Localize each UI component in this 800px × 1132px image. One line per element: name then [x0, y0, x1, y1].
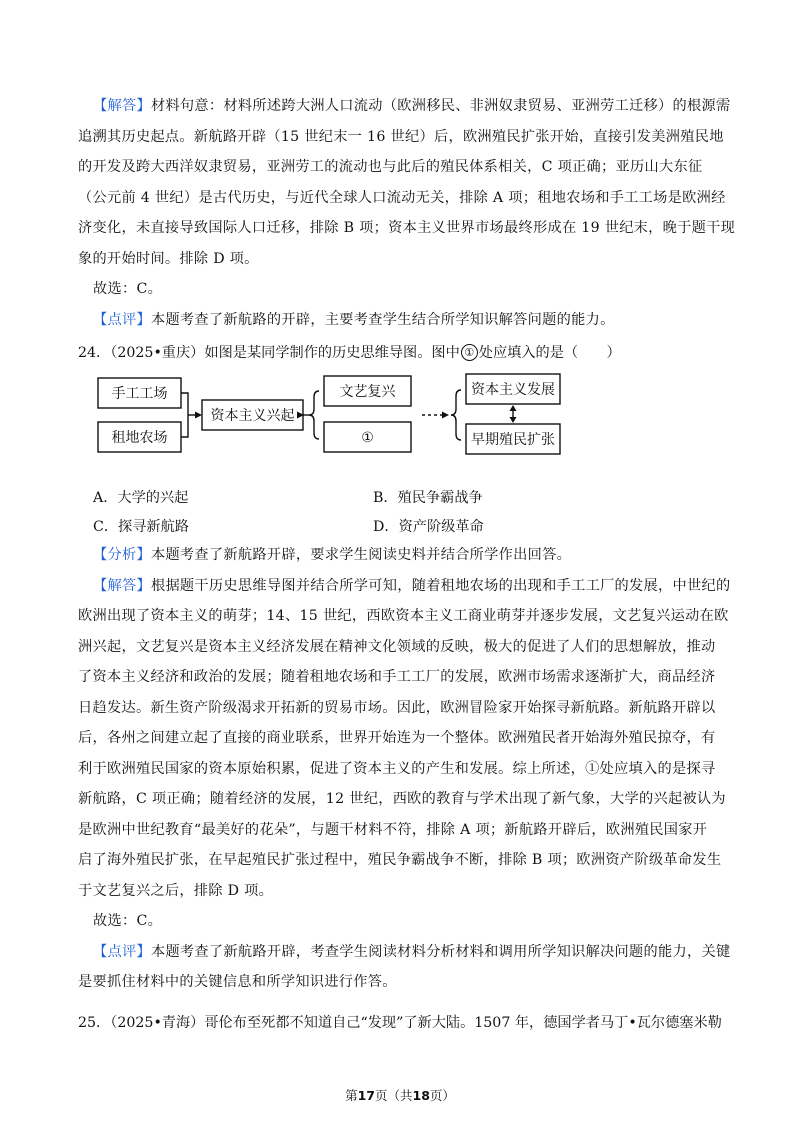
label-middle: 资本主义兴起: [210, 408, 295, 424]
label-right-bottom: 早期殖民扩张: [471, 432, 555, 448]
comment-tag: 【点评】: [93, 311, 151, 328]
label-left-bottom: 租地农场: [111, 430, 168, 446]
comment-tag: 【点评】: [93, 943, 151, 960]
answer-line: 于文艺复兴之后，排除 D 项。: [78, 882, 274, 899]
option-b: B．殖民争霸战争: [373, 490, 483, 506]
answer-block-23: [78, 91, 736, 335]
label-right-top: 资本主义发展: [471, 382, 555, 398]
answer-line: 后，各州之间建立起了直接的商业联系，世界开始连为一个整体。欧洲殖民者开始海外殖民掠夺，有: [78, 730, 716, 746]
answer-choice: 故选：C。: [93, 281, 163, 297]
answer-line: 日趋发达。新生资产阶级渴求开拓新的贸易市场。因此，欧洲冒险家开始探寻新航路。新航路开辟以: [78, 699, 716, 716]
label-center-top: 文艺复兴: [339, 384, 396, 400]
arrowhead-dashed: [442, 412, 449, 419]
answer-line: 利于欧洲殖民国家的资本原始积累，促进了资本主义的产生和发展。综上所述，①处应填入的是探寻: [78, 760, 716, 777]
arrowhead-up: [510, 405, 517, 411]
label-left-top: 手工工场: [111, 386, 168, 402]
answer-line: 【解答】材料句意：材料所述跨大洲人口流动（欧洲移民、非洲奴隶贸易、亚洲劳工迁移）的根源需: [93, 98, 731, 114]
question-24-stem: 24．（2025•重庆）如图是某同学制作的历史思维导图。图中 ① 处应填入的是（ ）: [78, 345, 621, 361]
answer-line: 欧洲出现了资本主义的萌芽；14、15 世纪，西欧资本主义工商业萌芽并逐步发展，文艺复兴运动在欧: [78, 608, 729, 624]
answer-line: 的开发及跨大西洋奴隶贸易，亚洲劳工的流动也与此后的殖民体系相关，C 项正确；亚历山大东征: [78, 159, 703, 175]
question-number: 25．: [78, 1015, 111, 1031]
page-footer: 第17页（共18页）: [345, 1088, 455, 1103]
page-number: 17: [357, 1088, 375, 1103]
arrowhead-down: [510, 417, 517, 423]
answer-tag: 【解答】: [93, 577, 151, 594]
answer-line: 新航路，C 项正确；随着经济的发展，12 世纪，西欧的教育与学术出现了新气象，大学的兴起被认为: [78, 791, 726, 807]
option-a: A．大学的兴起: [93, 490, 189, 506]
mind-map-diagram: [90, 372, 570, 462]
page-total: 18: [412, 1088, 430, 1103]
answer-choice: 故选：C。: [93, 913, 163, 929]
question-25-stem: 25．（2025•青海）哥伦布至死都不知道自己“发现”了新大陆。1507 年，德国学者马丁•瓦尔德塞米勒: [78, 1015, 722, 1031]
question-source: （2025•重庆）: [110, 345, 205, 361]
analysis-tag: 【分析】: [93, 547, 151, 563]
analysis-line: 【分析】本题考查了新航路开辟，要求学生阅读史料并结合所学作出回答。: [93, 547, 572, 563]
answer-line: 追溯其历史起点。新航路开辟（15 世纪末一 16 世纪）后，欧洲殖民扩张开始，直接引发美洲殖民地: [78, 128, 724, 145]
answer-block-24: [78, 540, 731, 998]
question-number: 24．: [78, 345, 111, 361]
answer-line: 洲兴起，文艺复兴是资本主义经济发展在精神文化领域的反映，极大的促进了人们的思想解放，推动: [78, 638, 716, 655]
brace-center: [309, 391, 319, 439]
comment-line: 【点评】本题考查了新航路的开辟，主要考查学生结合所学知识解答问题的能力。: [93, 311, 615, 328]
label-center-bottom: ①: [361, 430, 374, 446]
marker-circle-1: ①: [461, 344, 478, 361]
answer-line: 了资本主义经济和政治的发展；随着租地农场和手工工厂的发展，欧洲市场需求逐渐扩大，商品经济: [78, 669, 716, 685]
answer-line: 启了海外殖民扩张，在早起殖民扩张过程中，殖民争霸战争不断，排除 B 项；欧洲资产阶级革命发生: [78, 852, 722, 868]
arrowhead-middle: [195, 412, 202, 419]
option-c: C．探寻新航路: [93, 519, 189, 535]
bracket-left: [181, 393, 188, 437]
answer-tag: 【解答】: [93, 98, 151, 114]
answer-line: 象的开始时间。排除 D 项。: [78, 250, 259, 267]
option-d: D．资产阶级革命: [373, 519, 484, 535]
answer-line: 是欧洲中世纪教育“最美好的花朵”，与题干材料不符，排除 A 项；新航路开辟后，欧洲殖民国家开: [78, 821, 708, 838]
comment-line: 是要抓住材料中的关键信息和所学知识进行作答。: [78, 974, 397, 990]
answer-line: 【解答】根据题干历史思维导图并结合所学可知，随着租地农场的出现和手工工厂的发展，中世纪的: [93, 577, 731, 594]
answer-line: 济变化，未直接导致国际人口迁移，排除 B 项；资本主义世界市场最终形成在 19 世纪末，晚于题干现: [78, 220, 736, 236]
comment-line: 【点评】本题考查了新航路开辟，考查学生阅读材料分析材料和调用所学知识解决问题的能力，关键: [93, 943, 731, 960]
brace-right: [451, 390, 461, 440]
answer-line: （公元前 4 世纪）是古代历史，与近代全球人口流动无关，排除 A 项；租地农场和手工工场是欧洲经: [78, 189, 726, 206]
